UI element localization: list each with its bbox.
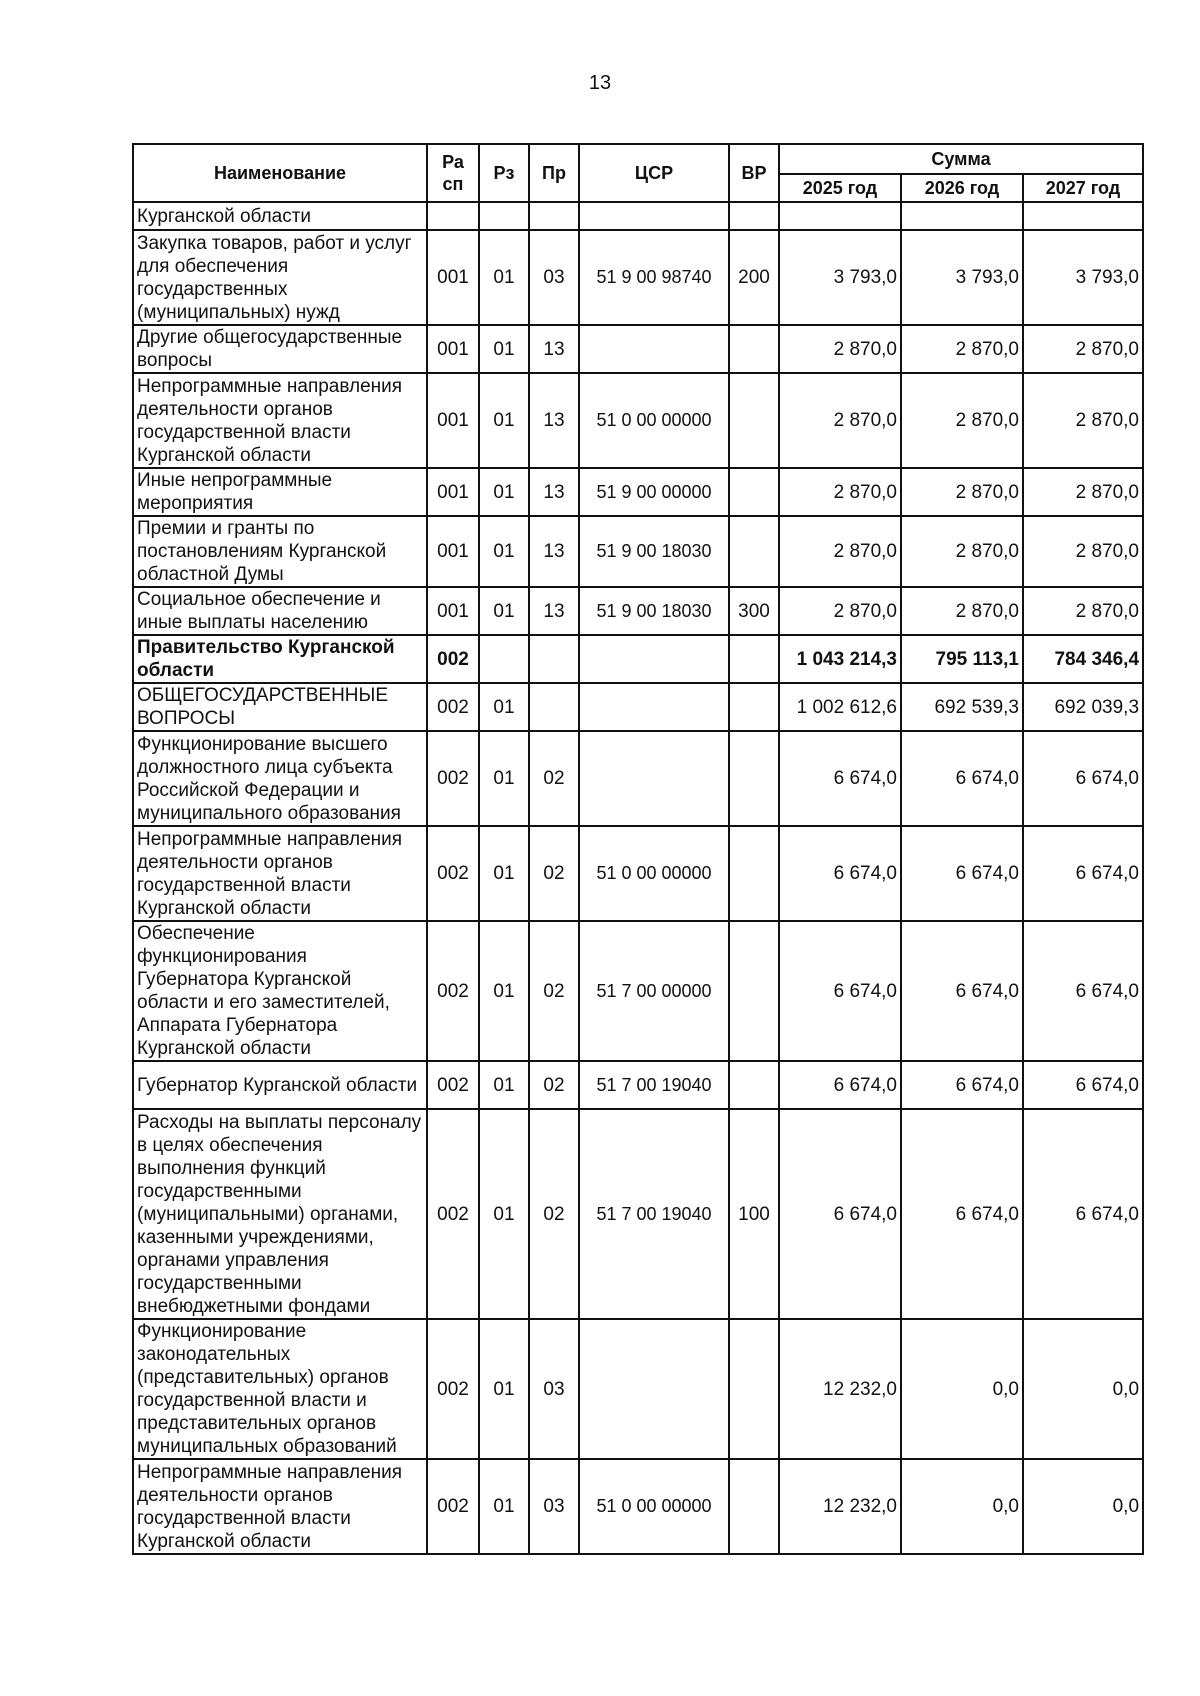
cell-amount-2027: 6 674,0 — [1023, 826, 1143, 921]
cell-amount-2027: 2 870,0 — [1023, 468, 1143, 516]
cell-amount-2027: 6 674,0 — [1023, 731, 1143, 826]
table-row — [133, 921, 1143, 1061]
cell-amount-2026: 2 870,0 — [901, 325, 1023, 373]
cell-amount-2027: 6 674,0 — [1023, 921, 1143, 1061]
cell-name: Расходы на выплаты персоналу в целях обеспечения выполнения функций государственными (муниципальными) органами, казенными учреждениями, органами управления государственными внебюджетными фондами — [133, 1109, 427, 1319]
header-year-2026: 2026 год — [901, 174, 1023, 202]
cell-rasp — [427, 202, 479, 230]
table-row — [133, 587, 1143, 635]
cell-amount-2026: 2 870,0 — [901, 373, 1023, 468]
cell-rz: 01 — [479, 516, 529, 587]
cell-amount-2025: 6 674,0 — [779, 1061, 901, 1109]
cell-name: Функционирование высшего должностного лица субъекта Российской Федерации и муниципального образования — [133, 731, 427, 826]
cell-csr — [579, 325, 729, 373]
cell-amount-2026: 2 870,0 — [901, 587, 1023, 635]
cell-amount-2025: 6 674,0 — [779, 731, 901, 826]
cell-rasp: 001 — [427, 325, 479, 373]
cell-rasp: 002 — [427, 683, 479, 731]
cell-name: Непрограммные направления деятельности органов государственной власти Курганской области — [133, 826, 427, 921]
cell-rz: 01 — [479, 1109, 529, 1319]
header-csr: ЦСР — [579, 144, 729, 202]
cell-name: ОБЩЕГОСУДАРСТВЕННЫЕ ВОПРОСЫ — [133, 683, 427, 731]
cell-rasp: 002 — [427, 635, 479, 683]
cell-name: Непрограммные направления деятельности органов государственной власти Курганской области — [133, 373, 427, 468]
cell-rasp: 002 — [427, 1459, 479, 1554]
table-row — [133, 202, 1143, 230]
cell-name: Обеспечение функционирования Губернатора Курганской области и его заместителей, Аппарата Губернатора Курганской области — [133, 921, 427, 1061]
cell-rasp: 001 — [427, 230, 479, 325]
cell-rz: 01 — [479, 921, 529, 1061]
table-row — [133, 373, 1143, 468]
cell-amount-2025: 12 232,0 — [779, 1319, 901, 1459]
page-number: 13 — [588, 72, 612, 94]
cell-rz — [479, 202, 529, 230]
cell-amount-2025: 1 002 612,6 — [779, 683, 901, 731]
table-row — [133, 1109, 1143, 1319]
cell-amount-2026: 6 674,0 — [901, 826, 1023, 921]
header-vr: ВР — [729, 144, 779, 202]
cell-vr: 200 — [729, 230, 779, 325]
cell-vr — [729, 373, 779, 468]
cell-amount-2027 — [1023, 202, 1143, 230]
cell-pr: 13 — [529, 468, 579, 516]
table-row — [133, 1061, 1143, 1109]
cell-csr: 51 7 00 00000 — [579, 921, 729, 1061]
cell-amount-2027: 0,0 — [1023, 1459, 1143, 1554]
cell-csr: 51 0 00 00000 — [579, 1459, 729, 1554]
table-row — [133, 635, 1143, 683]
cell-csr: 51 0 00 00000 — [579, 826, 729, 921]
cell-amount-2025 — [779, 202, 901, 230]
table-body — [133, 202, 1143, 1554]
cell-amount-2026: 6 674,0 — [901, 1061, 1023, 1109]
cell-csr: 51 7 00 19040 — [579, 1109, 729, 1319]
cell-amount-2025: 2 870,0 — [779, 325, 901, 373]
cell-pr — [529, 635, 579, 683]
table-row — [133, 230, 1143, 325]
cell-rasp: 001 — [427, 468, 479, 516]
cell-amount-2027: 6 674,0 — [1023, 1061, 1143, 1109]
cell-amount-2027: 0,0 — [1023, 1319, 1143, 1459]
cell-amount-2026: 2 870,0 — [901, 468, 1023, 516]
cell-csr — [579, 1319, 729, 1459]
cell-rz: 01 — [479, 826, 529, 921]
cell-amount-2026: 692 539,3 — [901, 683, 1023, 731]
cell-vr — [729, 468, 779, 516]
cell-vr — [729, 826, 779, 921]
cell-rasp: 002 — [427, 826, 479, 921]
cell-rasp: 002 — [427, 731, 479, 826]
cell-name: Социальное обеспечение и иные выплаты населению — [133, 587, 427, 635]
cell-rz: 01 — [479, 587, 529, 635]
cell-vr — [729, 921, 779, 1061]
table-row — [133, 468, 1143, 516]
cell-csr: 51 7 00 19040 — [579, 1061, 729, 1109]
cell-vr — [729, 516, 779, 587]
cell-rasp: 002 — [427, 1319, 479, 1459]
cell-pr: 03 — [529, 1459, 579, 1554]
cell-amount-2026: 0,0 — [901, 1459, 1023, 1554]
header-pr: Пр — [529, 144, 579, 202]
cell-rz: 01 — [479, 731, 529, 826]
cell-amount-2025: 6 674,0 — [779, 826, 901, 921]
cell-vr — [729, 1319, 779, 1459]
cell-amount-2025: 6 674,0 — [779, 1109, 901, 1319]
cell-name: Непрограммные направления деятельности органов государственной власти Курганской области — [133, 1459, 427, 1554]
cell-amount-2026: 0,0 — [901, 1319, 1023, 1459]
cell-amount-2025: 1 043 214,3 — [779, 635, 901, 683]
cell-pr: 13 — [529, 587, 579, 635]
cell-csr — [579, 202, 729, 230]
table-row — [133, 826, 1143, 921]
cell-name: Правительство Курганской области — [133, 635, 427, 683]
header-rasp: Ра сп — [427, 144, 479, 202]
cell-csr: 51 9 00 00000 — [579, 468, 729, 516]
cell-vr: 300 — [729, 587, 779, 635]
cell-vr — [729, 1459, 779, 1554]
cell-amount-2025: 2 870,0 — [779, 468, 901, 516]
cell-rz: 01 — [479, 1459, 529, 1554]
header-name: Наименование — [133, 144, 427, 202]
cell-amount-2027: 2 870,0 — [1023, 373, 1143, 468]
cell-csr: 51 9 00 18030 — [579, 516, 729, 587]
cell-amount-2027: 3 793,0 — [1023, 230, 1143, 325]
cell-rasp: 001 — [427, 373, 479, 468]
cell-rasp: 001 — [427, 587, 479, 635]
cell-amount-2027: 6 674,0 — [1023, 1109, 1143, 1319]
cell-csr: 51 9 00 18030 — [579, 587, 729, 635]
header-rz: Рз — [479, 144, 529, 202]
table-row — [133, 683, 1143, 731]
cell-amount-2026: 6 674,0 — [901, 921, 1023, 1061]
cell-csr: 51 0 00 00000 — [579, 373, 729, 468]
header-year-2027: 2027 год — [1023, 174, 1143, 202]
cell-pr: 02 — [529, 921, 579, 1061]
cell-name: Курганской области — [133, 202, 427, 230]
cell-name: Другие общегосударственные вопросы — [133, 325, 427, 373]
table-row — [133, 325, 1143, 373]
cell-rasp: 002 — [427, 1109, 479, 1319]
cell-vr — [729, 635, 779, 683]
cell-vr — [729, 1061, 779, 1109]
cell-amount-2026: 2 870,0 — [901, 516, 1023, 587]
cell-name: Функционирование законодательных (представительных) органов государственной власти и представительных органов муниципальных образований — [133, 1319, 427, 1459]
cell-amount-2025: 2 870,0 — [779, 373, 901, 468]
cell-amount-2026: 3 793,0 — [901, 230, 1023, 325]
cell-amount-2027: 2 870,0 — [1023, 325, 1143, 373]
cell-rz: 01 — [479, 1319, 529, 1459]
cell-rasp: 002 — [427, 921, 479, 1061]
cell-amount-2026: 6 674,0 — [901, 731, 1023, 826]
cell-amount-2027: 2 870,0 — [1023, 587, 1143, 635]
header-sum: Сумма — [779, 144, 1143, 174]
cell-vr — [729, 202, 779, 230]
cell-pr: 13 — [529, 325, 579, 373]
cell-vr — [729, 683, 779, 731]
cell-pr — [529, 202, 579, 230]
cell-pr: 03 — [529, 1319, 579, 1459]
cell-amount-2025: 3 793,0 — [779, 230, 901, 325]
cell-amount-2027: 2 870,0 — [1023, 516, 1143, 587]
cell-amount-2026: 6 674,0 — [901, 1109, 1023, 1319]
cell-amount-2025: 2 870,0 — [779, 587, 901, 635]
cell-amount-2026: 795 113,1 — [901, 635, 1023, 683]
cell-rz: 01 — [479, 1061, 529, 1109]
cell-name: Иные непрограммные мероприятия — [133, 468, 427, 516]
cell-amount-2027: 784 346,4 — [1023, 635, 1143, 683]
cell-rz: 01 — [479, 468, 529, 516]
cell-name: Премии и гранты по постановлениям Курганской областной Думы — [133, 516, 427, 587]
table-header — [133, 144, 1143, 202]
cell-amount-2025: 2 870,0 — [779, 516, 901, 587]
cell-csr — [579, 635, 729, 683]
cell-vr — [729, 325, 779, 373]
cell-rasp: 002 — [427, 1061, 479, 1109]
cell-rz: 01 — [479, 325, 529, 373]
header-year-2025: 2025 год — [779, 174, 901, 202]
cell-pr: 02 — [529, 826, 579, 921]
cell-amount-2025: 12 232,0 — [779, 1459, 901, 1554]
cell-amount-2025: 6 674,0 — [779, 921, 901, 1061]
cell-pr: 02 — [529, 1061, 579, 1109]
cell-csr — [579, 731, 729, 826]
cell-rz: 01 — [479, 683, 529, 731]
cell-pr: 02 — [529, 1109, 579, 1319]
budget-table — [132, 143, 1144, 1555]
cell-rasp: 001 — [427, 516, 479, 587]
cell-rz — [479, 635, 529, 683]
cell-csr — [579, 683, 729, 731]
cell-vr: 100 — [729, 1109, 779, 1319]
cell-pr — [529, 683, 579, 731]
table-row — [133, 1319, 1143, 1459]
table-row — [133, 731, 1143, 826]
cell-amount-2026 — [901, 202, 1023, 230]
cell-name: Закупка товаров, работ и услуг для обеспечения государственных (муниципальных) нужд — [133, 230, 427, 325]
cell-pr: 02 — [529, 731, 579, 826]
cell-rz: 01 — [479, 373, 529, 468]
table-row — [133, 1459, 1143, 1554]
cell-csr: 51 9 00 98740 — [579, 230, 729, 325]
cell-name: Губернатор Курганской области — [133, 1061, 427, 1109]
cell-rz: 01 — [479, 230, 529, 325]
cell-amount-2027: 692 039,3 — [1023, 683, 1143, 731]
cell-pr: 03 — [529, 230, 579, 325]
cell-vr — [729, 731, 779, 826]
table-row — [133, 516, 1143, 587]
cell-pr: 13 — [529, 516, 579, 587]
cell-pr: 13 — [529, 373, 579, 468]
